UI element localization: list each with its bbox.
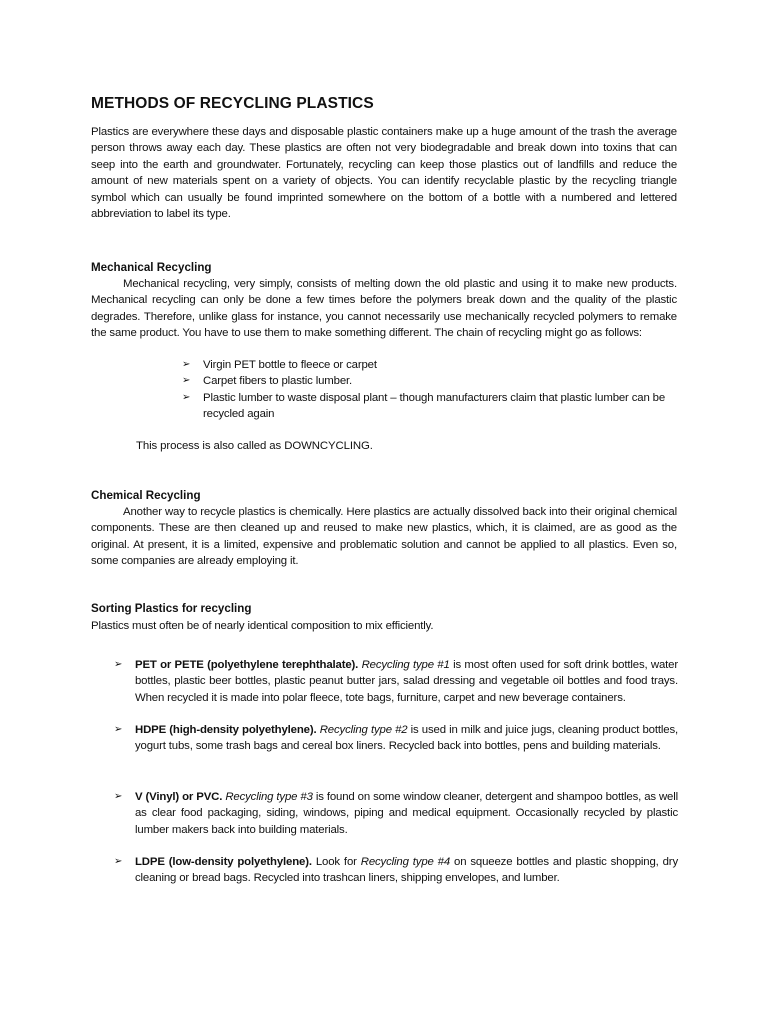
recycling-type-label: Recycling type #3 [225, 791, 313, 803]
sorting-paragraph: Plastics must often be of nearly identical composition to mix efficiently. [91, 620, 434, 632]
plastic-type-description: is found on some window cleaner, detergent and shampoo bottles, as well as clear food packaging, siding, windows, piping and medical equipment. Occasionally recycled by plastic lumber makers back into building materials. [135, 791, 679, 836]
plastic-type-prefix: Look for [311, 856, 361, 868]
plastic-type-item [114, 657, 678, 706]
arrow-bullet-icon: ➢ [182, 359, 191, 370]
arrow-bullet-icon: ➢ [114, 724, 123, 735]
page-title: METHODS OF RECYCLING PLASTICS [91, 95, 374, 112]
plastic-type-item [114, 789, 678, 838]
mechanical-paragraph: Mechanical recycling, very simply, consists of melting down the old plastic and using it to make new products. Mechanical recycling can only be done a few times before the polymers break down and the quality of the plastic degrades. Therefore, unlike glass for instance, you cannot necessarily use mechanically recycled polymers to remake the same product. You have to use them to make something different. The chain of recycling might go as follows: [91, 278, 677, 340]
list-item: ➢ Carpet fibers to plastic lumber. [182, 373, 678, 389]
recycling-type-label: Recycling type #4 [360, 856, 451, 868]
downcycling-note: This process is also called as DOWNCYCLING. [136, 440, 373, 452]
list-item: ➢ Plastic lumber to waste disposal plant – though manufacturers claim that plastic lumber can be recycled again [182, 391, 666, 421]
plastic-type-name: LDPE (low-density polyethylene). [135, 856, 312, 868]
plastic-type-name: V (Vinyl) or PVC. [135, 791, 223, 803]
chemical-paragraph: Another way to recycle plastics is chemically. Here plastics are actually dissolved back into their original chemical components. These are then cleaned up and reused to make new plastics, which, it is claimed, are as good as the original. At present, it is a limited, expensive and problematic solution and cannot be applied to all plastics. Even so, some companies are already employing it. [91, 506, 677, 568]
plastic-type-description: is used in milk and juice jugs, cleaning product bottles, yogurt tubs, some trash bags and cereal box liners. Recycled back into bottles, pens and building materials. [135, 724, 679, 753]
arrow-bullet-icon: ➢ [182, 375, 191, 387]
intro-paragraph: Plastics are everywhere these days and disposable plastic containers make up a huge amount of the trash the average person throws away each day. These plastics are often not very biodegradable and break down into toxins that can seep into the earth and groundwater. Fortunately, recycling can keep those plastics out of landfills and reduce the amount of new materials spent on a variety of objects. You can identify recyclable plastic by the recycling triangle symbol which can usually be found imprinted somewhere on the bottom of a bottle with a numbered and lettered abbreviation to label its type. [91, 126, 677, 221]
recycling-chain-list [182, 357, 678, 423]
plastic-type-item [114, 722, 678, 755]
plastic-type-name: PET or PETE (polyethylene terephthalate). [135, 659, 359, 671]
recycling-type-label: Recycling type #1 [361, 659, 450, 671]
arrow-bullet-icon: ➢ [114, 659, 123, 670]
plastic-type-description: is most often used for soft drink bottles, water bottles, plastic beer bottles, plastic peanut butter jars, salad dressing and vegetable oil bottles and food trays. When recycled it is made into polar fleece, tote bags, furniture, carpet and new beverage containers. [135, 659, 679, 704]
arrow-bullet-icon: ➢ [114, 791, 123, 802]
arrow-bullet-icon: ➢ [182, 391, 191, 403]
recycling-type-label: Recycling type #2 [319, 724, 408, 736]
list-item: ➢ Virgin PET bottle to fleece or carpet [182, 357, 678, 373]
sorting-heading: Sorting Plastics for recycling [91, 602, 252, 615]
chemical-heading: Chemical Recycling [91, 489, 201, 502]
plastic-type-description: on squeeze bottles and plastic shopping, dry cleaning or bread bags. Recycled into trashcan liners, shipping envelopes, and lumber. [135, 856, 678, 885]
plastic-type-item [114, 854, 678, 887]
arrow-bullet-icon: ➢ [114, 856, 123, 867]
plastic-type-name: HDPE (high-density polyethylene). [135, 724, 317, 736]
mechanical-heading: Mechanical Recycling [91, 261, 212, 274]
